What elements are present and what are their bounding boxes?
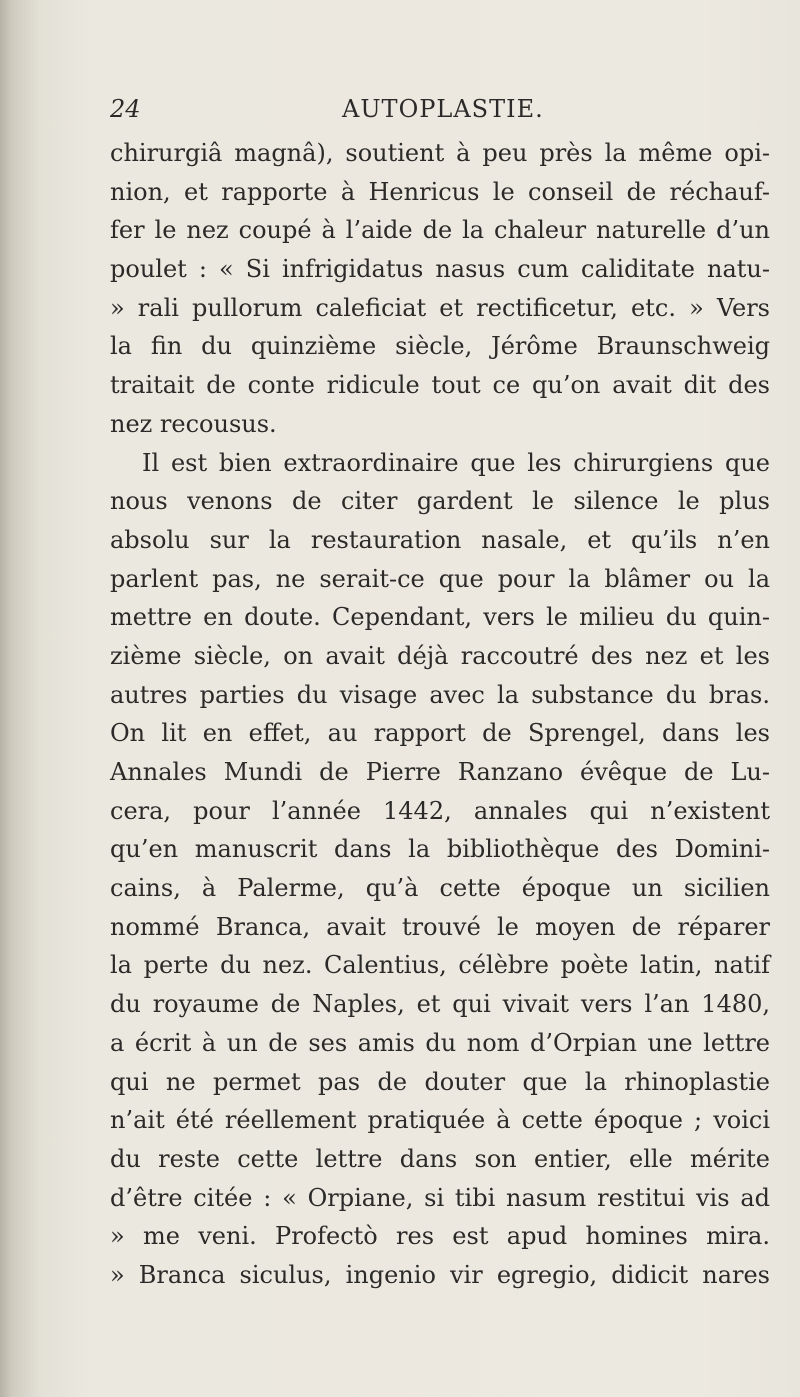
text-line: la fin du quinzième siècle, Jérôme Braunschweig (110, 332, 770, 361)
text-line: n’ait été réellement pratiquée à cette époque ; voici (110, 1106, 770, 1135)
text-line: traitait de conte ridicule tout ce qu’on avait dit des (110, 371, 770, 400)
text-line: » me veni. Profectò res est apud homines mira. (110, 1222, 770, 1251)
text-line: nous venons de citer gardent le silence le plus (110, 487, 770, 516)
text-line: poulet : « Si infrigidatus nasus cum caliditate natu- (110, 255, 770, 284)
text-line: la perte du nez. Calentius, célèbre poète latin, natif (110, 951, 770, 980)
text-line: parlent pas, ne serait-ce que pour la blâmer ou la (110, 564, 770, 593)
body-text (110, 134, 770, 1295)
text-line: fer le nez coupé à l’aide de la chaleur naturelle d’un (110, 216, 770, 245)
text-line: d’être citée : « Orpiane, si tibi nasum restitui vis ad (110, 1183, 770, 1212)
text-line: » Branca siculus, ingenio vir egregio, didicit nares (110, 1260, 770, 1289)
text-line: Annales Mundi de Pierre Ranzano évêque de Lu- (110, 758, 770, 786)
text-line: du reste cette lettre dans son entier, elle mérite (110, 1144, 770, 1173)
text-line: cains, à Palerme, qu’à cette époque un sicilien (110, 874, 770, 903)
text-line: nion, et rapporte à Henricus le conseil de réchauf- (110, 177, 770, 206)
text-line: mettre en doute. Cependant, vers le milieu du quin- (110, 603, 770, 632)
page-header (110, 95, 770, 127)
text-line: a écrit à un de ses amis du nom d’Orpian une lettre (110, 1028, 770, 1057)
text-line: nommé Branca, avait trouvé le moyen de réparer (110, 912, 770, 941)
text-line: du royaume de Naples, et qui vivait vers l’an 1480, (110, 990, 770, 1019)
text-line: qu’en manuscrit dans la bibliothèque des Domini- (110, 835, 770, 864)
text-line: zième siècle, on avait déjà raccoutré des nez et les (110, 641, 770, 670)
text-line: chirurgiâ magnâ), soutient à peu près la même opi- (110, 139, 770, 167)
running-title: AUTOPLASTIE. (342, 95, 544, 123)
text-line: Il est bien extraordinaire que les chirurgiens que (142, 448, 770, 477)
text-line: qui ne permet pas de douter que la rhinoplastie (110, 1067, 770, 1096)
text-line: cera, pour l’année 1442, annales qui n’existent (110, 796, 770, 825)
page-number: 24 (110, 95, 141, 123)
text-line: nez recousus. (110, 409, 277, 438)
text-line: » rali pullorum caleficiat et rectificetur, etc. » Vers (110, 293, 770, 322)
text-line: On lit en effet, au rapport de Sprengel, dans les (110, 719, 770, 748)
text-line: absolu sur la restauration nasale, et qu’ils n’en (110, 525, 770, 554)
text-line: autres parties du visage avec la substance du bras. (110, 680, 770, 709)
